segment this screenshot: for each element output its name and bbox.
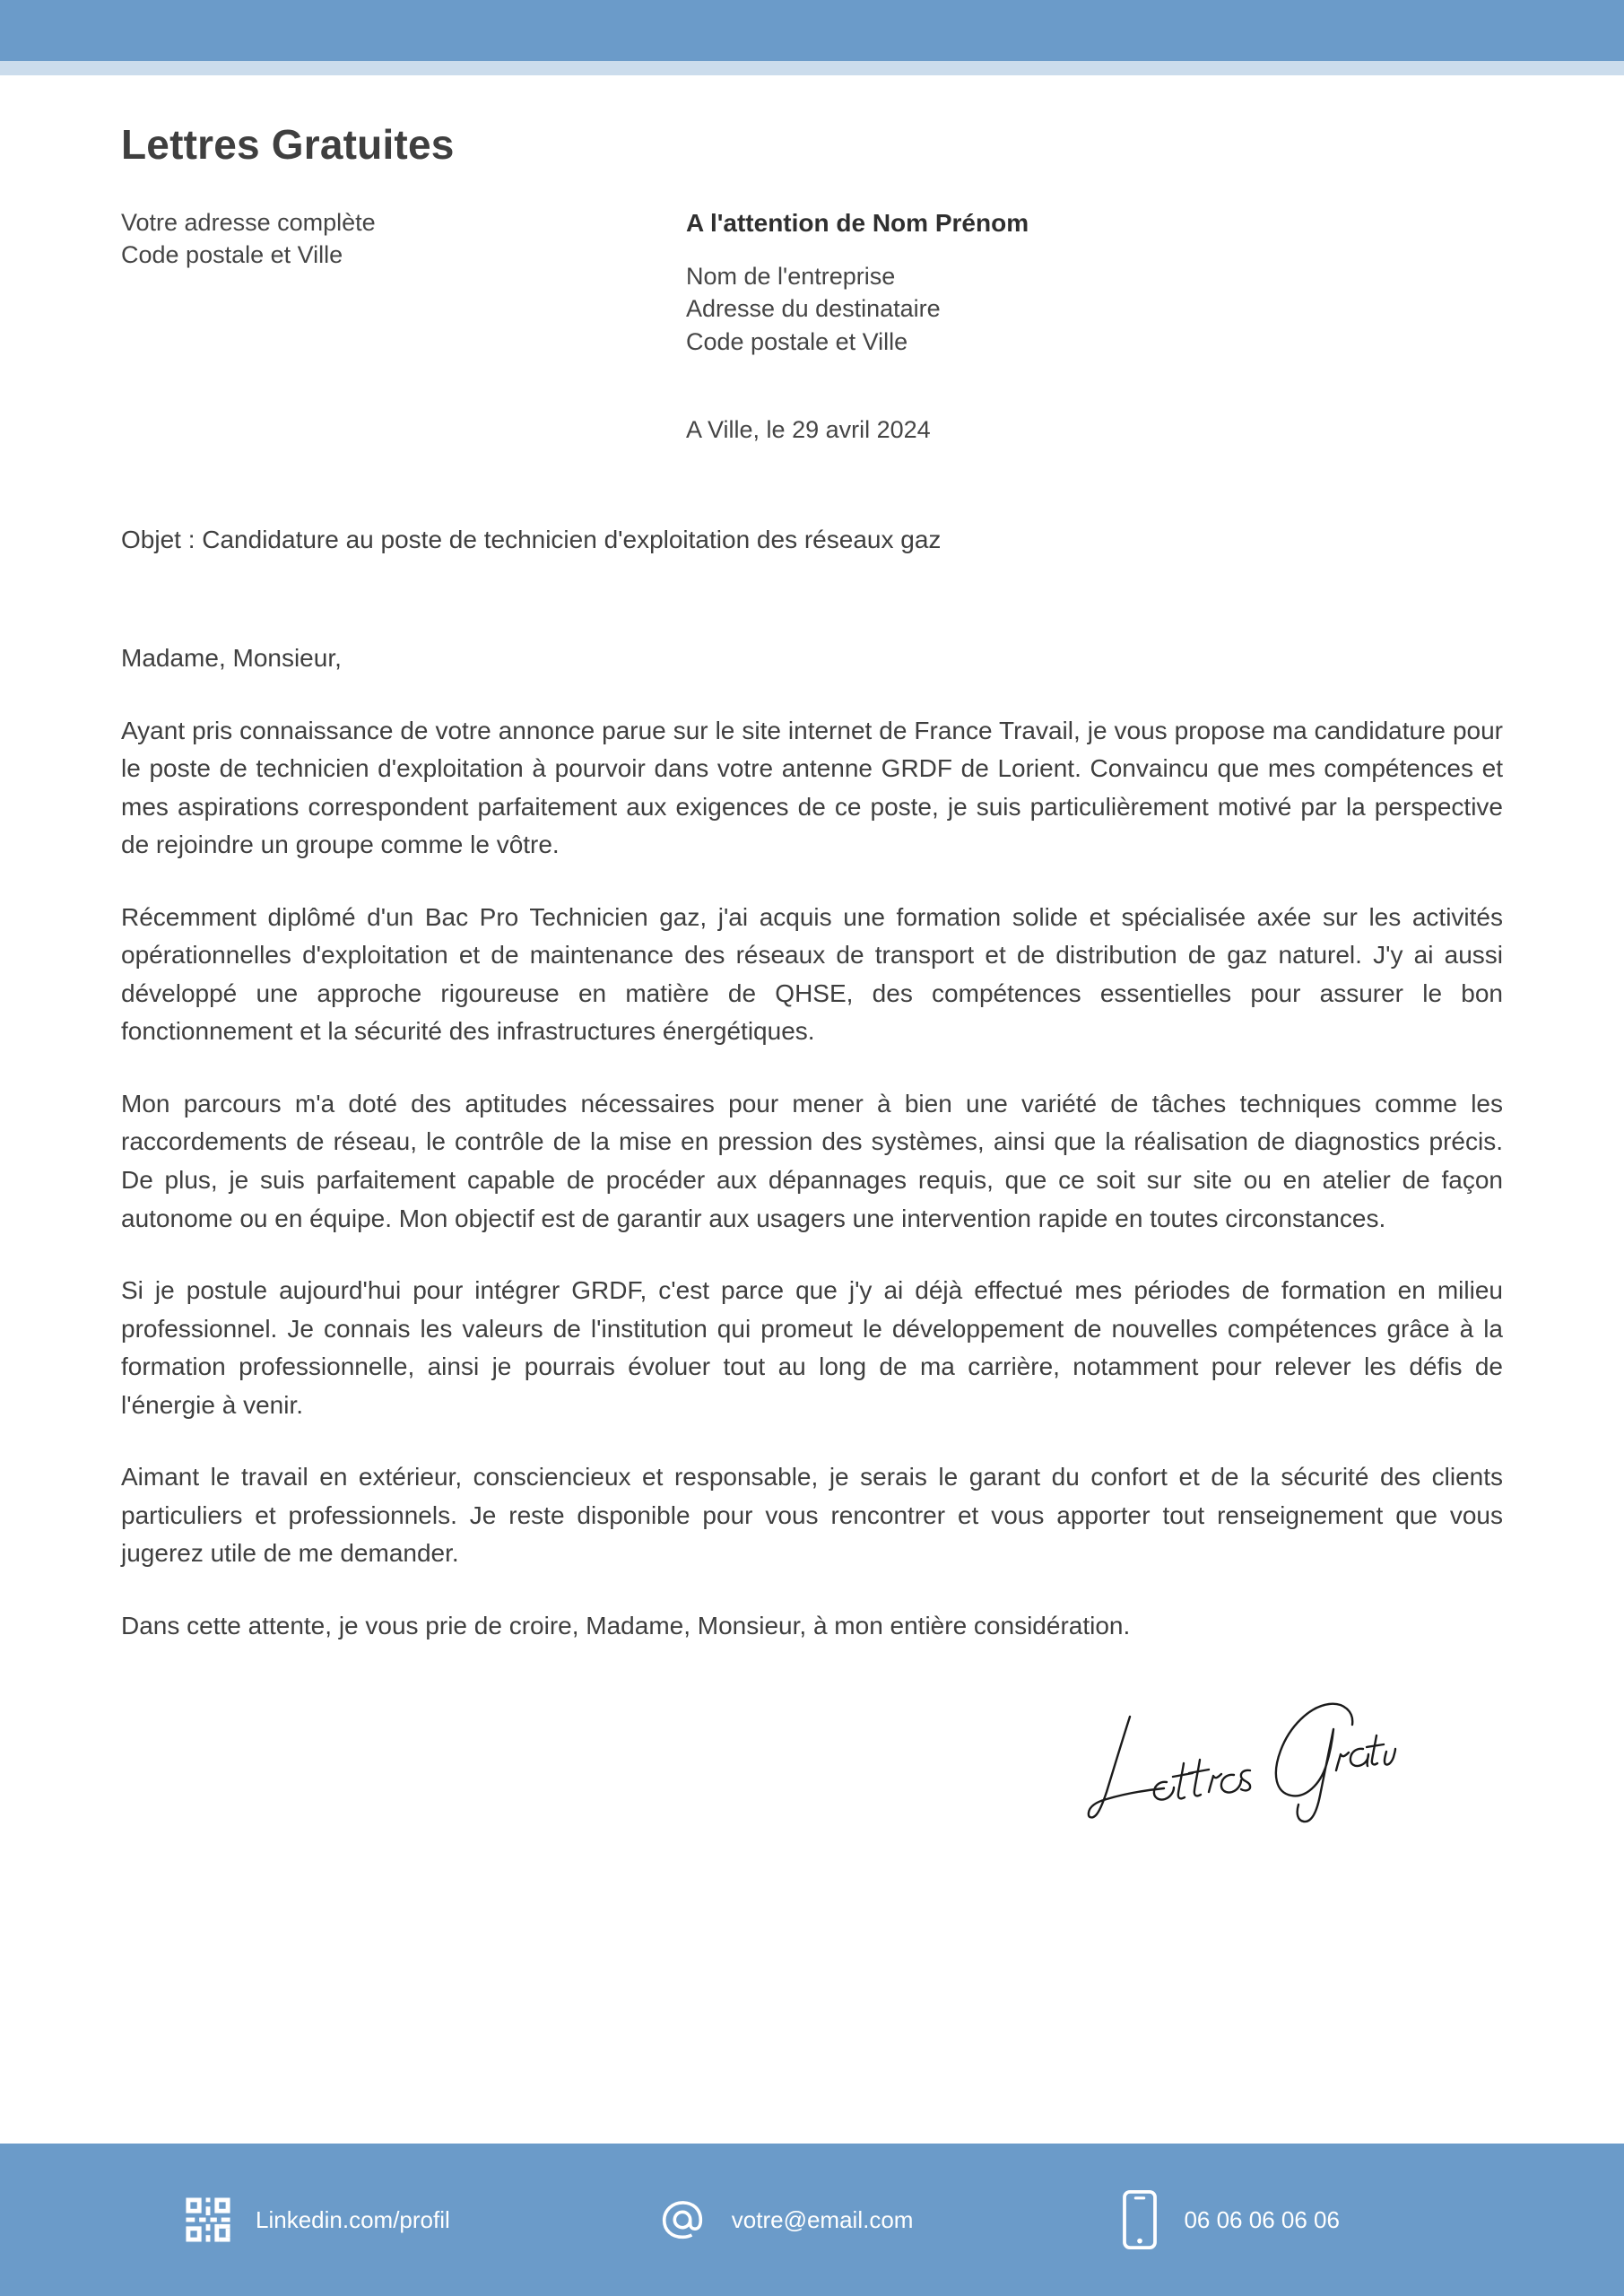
qr-code-icon (184, 2196, 232, 2244)
sender-address-block (121, 206, 686, 447)
footer-item-phone[interactable] (1119, 2189, 1340, 2250)
letter-body (121, 712, 1503, 1646)
salutation: Madame, Monsieur, (121, 643, 342, 672)
handwritten-signature (1020, 1686, 1397, 1830)
recipient-street: Adresse du destinataire (686, 295, 941, 323)
footer-contact-bar (0, 2144, 1624, 2296)
recipient-address-block (686, 206, 1503, 447)
signature-area (121, 1661, 1503, 1854)
at-sign-icon (656, 2194, 708, 2246)
recipient-attention-line: A l'attention de Nom Prénom (686, 209, 1029, 237)
recipient-city: Code postale et Ville (686, 327, 908, 355)
date-line: A Ville, le 29 avril 2024 (686, 416, 931, 444)
footer-label-linkedin: Linkedin.com/profil (256, 2205, 450, 2233)
body-paragraph: Ayant pris connaissance de votre annonce parue sur le site internet de France Travail, je vous propose ma candidature pour le poste de technicien d'exploitation à pourvoir dans votre antenne GRDF de Lorient. Convaincu que mes compétences et mes aspirations correspondent parfaitement aux exigences de ce poste, je suis particulièrement motivé par la perspective de rejoindre un groupe comme le vôtre. (121, 716, 1503, 859)
body-paragraph: Mon parcours m'a doté des aptitudes nécessaires pour mener à bien une variété de tâches techniques comme les raccordements de réseau, le contrôle de la mise en pression des systèmes, ainsi que la réalisation de diagnostics précis. De plus, je suis parfaitement capable de procéder aux dépannages requis, que ce soit sur site ou en atelier de façon autonome ou en équipe. Mon objectif est de garantir aux usagers une intervention rapide en toutes circonstances. (121, 1089, 1503, 1232)
body-paragraph: Si je postule aujourd'hui pour intégrer GRDF, c'est parce que j'y ai déjà effectué mes périodes de formation en milieu professionnel. Je connais les valeurs de l'institution qui promeut le développement de nouvelles compétences grâce à la formation professionnelle, ainsi je pourrais évoluer tout au long de ma carrière, notamment pour relever les défis de l'énergie à venir. (121, 1276, 1503, 1419)
sender-address-line-1: Votre adresse complète (121, 209, 376, 236)
footer-item-linkedin[interactable] (184, 2196, 450, 2244)
footer-label-phone: 06 06 06 06 06 (1184, 2205, 1340, 2233)
footer-item-email[interactable] (656, 2194, 914, 2246)
address-row (121, 206, 1503, 447)
body-paragraph: Aimant le travail en extérieur, consciencieux et responsable, je serais le garant du confort et de la sécurité des clients particuliers et professionnels. Je reste disponible pour vous rencontrer et vous apporter tout renseignement que vous jugerez utile de me demander. (121, 1463, 1503, 1568)
header-band-secondary (0, 61, 1624, 75)
closing-paragraph: Dans cette attente, je vous prie de croire, Madame, Monsieur, à mon entière considération. (121, 1611, 1131, 1639)
smartphone-icon (1119, 2189, 1160, 2250)
footer-label-email: votre@email.com (731, 2205, 914, 2233)
body-paragraph: Récemment diplômé d'un Bac Pro Technicien gaz, j'ai acquis une formation solide et spécialisée axée sur les activités opérationnelles d'exploitation et de maintenance des réseaux de transport et de distribution de gaz naturel. J'y ai aussi développé une approche rigoureuse en matière de QHSE, des compétences essentielles pour assurer le bon fonctionnement et la sécurité des infrastructures énergétiques. (121, 902, 1503, 1046)
recipient-company: Nom de l'entreprise (686, 262, 896, 290)
letterhead-title: Lettres Gratuites (121, 121, 455, 168)
subject-line: Objet : Candidature au poste de technicien d'exploitation des réseaux gaz (121, 525, 942, 553)
header-band-primary (0, 0, 1624, 61)
sender-address-line-2: Code postale et Ville (121, 241, 343, 269)
letter-page (0, 75, 1624, 2144)
